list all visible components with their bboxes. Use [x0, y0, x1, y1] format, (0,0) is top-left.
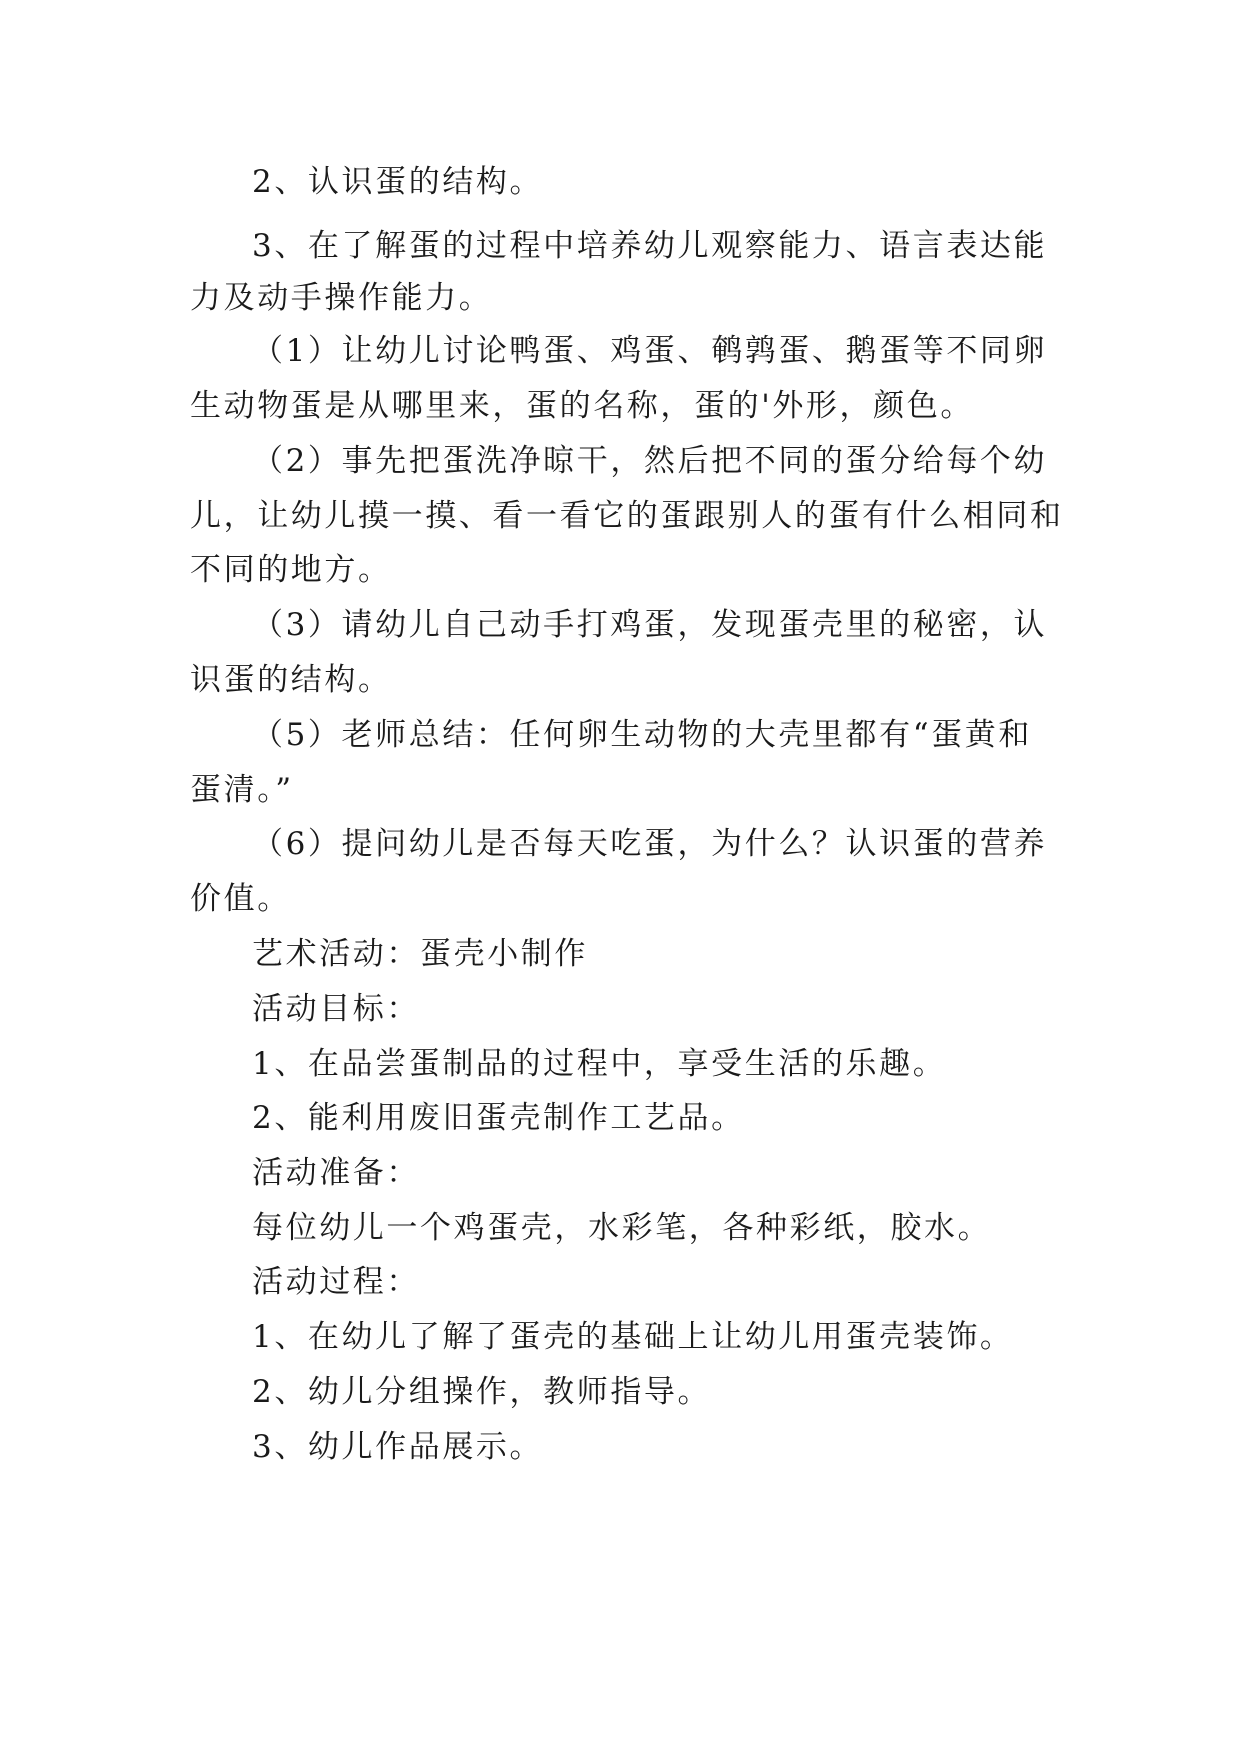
paragraph-line: （3）请幼儿自己动手打鸡蛋，发现蛋壳里的秘密，认 [252, 607, 1048, 643]
paragraph-line: 生动物蛋是从哪里来，蛋的名称，蛋的'外形，颜色。 [190, 388, 974, 424]
paragraph-line: 蛋清。” [190, 772, 294, 808]
paragraph-line: 2、认识蛋的结构。 [252, 164, 544, 200]
list-item: 2、幼儿分组操作，教师指导。 [252, 1374, 712, 1410]
section-heading: 艺术活动：蛋壳小制作 [252, 936, 588, 972]
paragraph-line: （1）让幼儿讨论鸭蛋、鸡蛋、鹌鹑蛋、鹅蛋等不同卵 [252, 333, 1048, 369]
paragraph-line: 价值。 [190, 881, 291, 917]
list-item: 1、在品尝蛋制品的过程中，享受生活的乐趣。 [252, 1046, 947, 1082]
paragraph-line: 每位幼儿一个鸡蛋壳，水彩笔，各种彩纸，胶水。 [252, 1210, 992, 1246]
paragraph-line: （5）老师总结：任何卵生动物的大壳里都有“蛋黄和 [252, 717, 1032, 753]
list-item: 3、幼儿作品展示。 [252, 1429, 544, 1465]
paragraph-line: 识蛋的结构。 [190, 662, 392, 698]
paragraph-line: （6）提问幼儿是否每天吃蛋，为什么？认识蛋的营养 [252, 826, 1048, 862]
list-item: 2、能利用废旧蛋壳制作工艺品。 [252, 1100, 745, 1136]
paragraph-line: 3、在了解蛋的过程中培养幼儿观察能力、语言表达能 [252, 228, 1048, 264]
paragraph-line: 力及动手操作能力。 [190, 280, 493, 316]
list-item: 1、在幼儿了解了蛋壳的基础上让幼儿用蛋壳装饰。 [252, 1319, 1014, 1355]
subsection-heading: 活动过程： [252, 1264, 420, 1300]
paragraph-line: 儿，让幼儿摸一摸、看一看它的蛋跟别人的蛋有什么相同和 [190, 498, 1064, 534]
subsection-heading: 活动准备： [252, 1155, 420, 1191]
subsection-heading: 活动目标： [252, 991, 420, 1027]
paragraph-line: 不同的地方。 [190, 552, 392, 588]
paragraph-line: （2）事先把蛋洗净晾干，然后把不同的蛋分给每个幼 [252, 443, 1048, 479]
